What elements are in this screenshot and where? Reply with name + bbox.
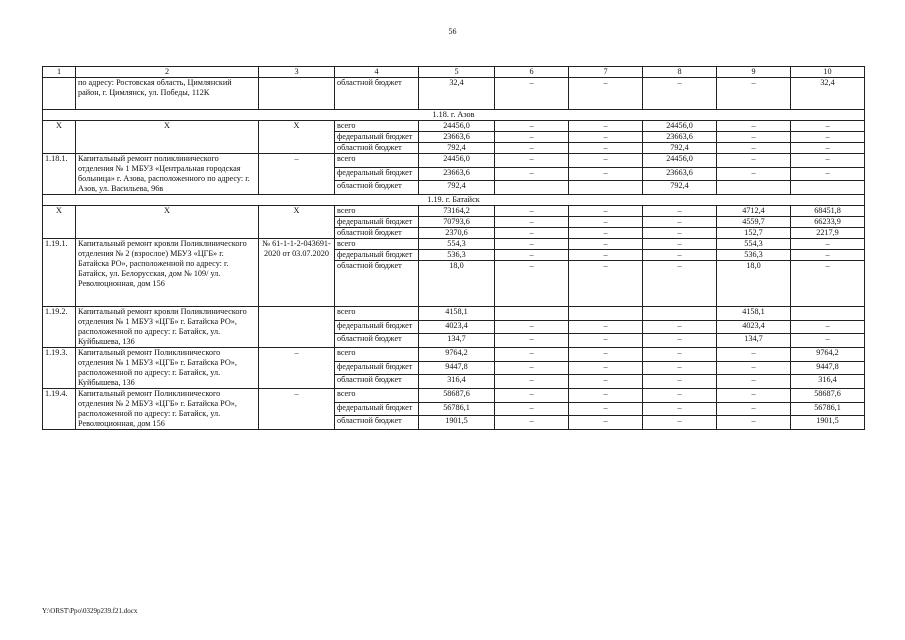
- cell-value: 24456,0: [419, 154, 495, 168]
- cell-dash: –: [569, 239, 643, 250]
- cell-source: всего: [335, 389, 419, 403]
- cell-dash: –: [643, 228, 717, 239]
- cell-value: 56786,1: [791, 402, 865, 416]
- cell-x: Х: [76, 206, 259, 239]
- cell-value: 792,4: [419, 181, 495, 195]
- cell-value: 792,4: [419, 143, 495, 154]
- cell-dash: –: [569, 361, 643, 375]
- cell-dash: –: [791, 154, 865, 168]
- cell-empty: [569, 307, 643, 321]
- cell-dash: –: [495, 217, 569, 228]
- cell-dash: –: [643, 389, 717, 403]
- cell-value: 73164,2: [419, 206, 495, 217]
- cell-dash: –: [495, 167, 569, 181]
- cell-dash: –: [495, 375, 569, 389]
- cell-x: Х: [259, 121, 335, 154]
- col-header-9: 9: [717, 67, 791, 78]
- col-header-3: 3: [259, 67, 335, 78]
- footer-file-path: Y:\ORST\Ppo\0329p239.f21.docx: [42, 607, 138, 615]
- cell-object: по адресу: Ростовская область, Цимлянский район, г. Цимлянск, ул. Победы, 112К: [76, 78, 259, 110]
- cell-dash: –: [791, 320, 865, 334]
- cell-dash: –: [569, 154, 643, 168]
- cell-dash: –: [569, 348, 643, 362]
- cell-dash: –: [643, 361, 717, 375]
- cell-value: 4023,4: [717, 320, 791, 334]
- cell-dash: –: [791, 250, 865, 261]
- cell-num: 1.19.2.: [43, 307, 76, 348]
- cell-source: федеральный бюджет: [335, 217, 419, 228]
- cell-dash: –: [495, 154, 569, 168]
- cell-source: областной бюджет: [335, 261, 419, 307]
- cell-value: 9764,2: [419, 348, 495, 362]
- cell-value: 4712,4: [717, 206, 791, 217]
- cell-value: 134,7: [717, 334, 791, 348]
- cell-value: 24456,0: [643, 121, 717, 132]
- cell-dash: –: [495, 348, 569, 362]
- col-header-1: 1: [43, 67, 76, 78]
- cell-dash: –: [569, 250, 643, 261]
- col-header-7: 7: [569, 67, 643, 78]
- cell-value: 554,3: [419, 239, 495, 250]
- cell-value: 536,3: [717, 250, 791, 261]
- cell-dash: –: [791, 239, 865, 250]
- cell-value: 2370,6: [419, 228, 495, 239]
- cell-value: 66233,9: [791, 217, 865, 228]
- col-header-10: 10: [791, 67, 865, 78]
- cell-value: 23663,6: [643, 167, 717, 181]
- table-row: [43, 307, 865, 321]
- cell-value: 18,0: [717, 261, 791, 307]
- cell-x: Х: [259, 206, 335, 239]
- cell-dash: –: [569, 402, 643, 416]
- cell-dash: –: [569, 416, 643, 430]
- cell-dash: –: [569, 121, 643, 132]
- cell-doc: –: [259, 389, 335, 430]
- cell-dash: –: [495, 250, 569, 261]
- col-header-4: 4: [335, 67, 419, 78]
- cell-dash: –: [495, 228, 569, 239]
- cell-source: областной бюджет: [335, 78, 419, 110]
- cell-value: 24456,0: [419, 121, 495, 132]
- cell-dash: –: [495, 416, 569, 430]
- cell-dash: –: [569, 228, 643, 239]
- financing-table: [42, 66, 865, 430]
- cell-dash: –: [791, 261, 865, 307]
- cell-value: 24456,0: [643, 154, 717, 168]
- col-header-8: 8: [643, 67, 717, 78]
- cell-num: 1.19.4.: [43, 389, 76, 430]
- cell-object: Капитальный ремонт Поликлинического отделения № 2 МБУЗ «ЦГБ» г. Батайска РО», расположенной по адресу: г. Батайск, ул. Революционная, дом 156: [76, 389, 259, 430]
- cell-dash: –: [717, 167, 791, 181]
- cell-value: 316,4: [791, 375, 865, 389]
- cell-num: [43, 78, 76, 110]
- cell-value: 18,0: [419, 261, 495, 307]
- cell-doc: [259, 307, 335, 348]
- cell-value: 134,7: [419, 334, 495, 348]
- cell-source: всего: [335, 348, 419, 362]
- cell-value: 9447,8: [419, 361, 495, 375]
- cell-dash: –: [495, 143, 569, 154]
- cell-source: федеральный бюджет: [335, 361, 419, 375]
- cell-dash: –: [569, 143, 643, 154]
- cell-value: 792,4: [643, 181, 717, 195]
- cell-value: 2217,9: [791, 228, 865, 239]
- cell-value: 152,7: [717, 228, 791, 239]
- cell-object: Капитальный ремонт кровли Поликлинического отделения № 2 (взрослое) МБУЗ «ЦГБ» г. Батайска РО», расположенной по адресу: г. Батайск, ул. Белорусская, дом № 109/ ул. Революционная, дом 156: [76, 239, 259, 307]
- cell-source: областной бюджет: [335, 143, 419, 154]
- cell-dash: –: [495, 206, 569, 217]
- cell-dash: –: [495, 334, 569, 348]
- cell-dash: –: [643, 416, 717, 430]
- cell-dash: –: [717, 416, 791, 430]
- cell-dash: –: [495, 132, 569, 143]
- cell-object: Капитальный ремонт Поликлинического отделения № 1 МБУЗ «ЦГБ» г. Батайска РО», расположенной по адресу: г. Батайск, ул. Куйбышева, 136: [76, 348, 259, 389]
- cell-dash: –: [643, 239, 717, 250]
- cell-dash: –: [717, 402, 791, 416]
- col-header-6: 6: [495, 67, 569, 78]
- cell-source: федеральный бюджет: [335, 250, 419, 261]
- cell-num: 1.19.3.: [43, 348, 76, 389]
- cell-dash: –: [569, 261, 643, 307]
- cell-dash: –: [569, 78, 643, 110]
- cell-source: всего: [335, 206, 419, 217]
- cell-empty: [791, 307, 865, 321]
- cell-dash: –: [643, 348, 717, 362]
- cell-dash: –: [495, 121, 569, 132]
- cell-doc: [259, 78, 335, 110]
- cell-dash: –: [717, 375, 791, 389]
- cell-value: 32,4: [791, 78, 865, 110]
- col-header-2: 2: [76, 67, 259, 78]
- cell-dash: –: [495, 261, 569, 307]
- cell-num: 1.19.1.: [43, 239, 76, 307]
- cell-dash: –: [717, 143, 791, 154]
- cell-dash: –: [569, 334, 643, 348]
- cell-dash: –: [717, 132, 791, 143]
- table-row: [43, 78, 865, 110]
- cell-dash: –: [569, 375, 643, 389]
- cell-object: Капитальный ремонт кровли Поликлинического отделения № 1 МБУЗ «ЦГБ» г. Батайска РО», расположенной по адресу: г. Батайск, ул. Куйбышева, 136: [76, 307, 259, 348]
- cell-value: 23663,6: [643, 132, 717, 143]
- cell-dash: –: [569, 389, 643, 403]
- table-row: [43, 206, 865, 217]
- cell-dash: –: [717, 121, 791, 132]
- cell-value: 58687,6: [419, 389, 495, 403]
- cell-dash: –: [791, 121, 865, 132]
- table-row: [43, 239, 865, 250]
- cell-dash: –: [717, 154, 791, 168]
- cell-dash: –: [791, 167, 865, 181]
- cell-value: 1901,5: [419, 416, 495, 430]
- cell-value: 792,4: [643, 143, 717, 154]
- cell-dash: –: [643, 78, 717, 110]
- cell-value: 4158,1: [419, 307, 495, 321]
- header-row: [43, 67, 865, 78]
- cell-dash: –: [495, 78, 569, 110]
- cell-dash: –: [569, 217, 643, 228]
- cell-source: областной бюджет: [335, 416, 419, 430]
- cell-dash: –: [569, 132, 643, 143]
- cell-dash: –: [717, 78, 791, 110]
- cell-value: 32,4: [419, 78, 495, 110]
- cell-source: всего: [335, 307, 419, 321]
- cell-source: федеральный бюджет: [335, 132, 419, 143]
- cell-source: областной бюджет: [335, 334, 419, 348]
- cell-dash: –: [643, 334, 717, 348]
- cell-source: федеральный бюджет: [335, 402, 419, 416]
- cell-value: 536,3: [419, 250, 495, 261]
- col-header-5: 5: [419, 67, 495, 78]
- cell-dash: –: [717, 361, 791, 375]
- table-row: [43, 154, 865, 168]
- cell-x: Х: [43, 121, 76, 154]
- cell-dash: –: [569, 320, 643, 334]
- cell-value: 554,3: [717, 239, 791, 250]
- table-row: [43, 348, 865, 362]
- cell-empty: [717, 181, 791, 195]
- cell-dash: –: [717, 389, 791, 403]
- cell-value: 9447,8: [791, 361, 865, 375]
- cell-dash: –: [643, 250, 717, 261]
- cell-object: Капитальный ремонт поликлинического отделения № 1 МБУЗ «Центральная городская больница» г. Азова, расположенного по адресу: г. Азов, ул. Васильева, 96в: [76, 154, 259, 195]
- cell-dash: –: [791, 143, 865, 154]
- cell-dash: –: [791, 132, 865, 143]
- cell-empty: [495, 307, 569, 321]
- cell-empty: [495, 181, 569, 195]
- cell-doc: –: [259, 348, 335, 389]
- cell-value: 56786,1: [419, 402, 495, 416]
- cell-value: 4158,1: [717, 307, 791, 321]
- cell-value: 4023,4: [419, 320, 495, 334]
- cell-dash: –: [495, 361, 569, 375]
- table-row: [43, 121, 865, 132]
- cell-source: всего: [335, 239, 419, 250]
- cell-doc: № 61-1-1-2-043691-2020 от 03.07.2020: [259, 239, 335, 307]
- cell-dash: –: [643, 217, 717, 228]
- cell-doc: –: [259, 154, 335, 195]
- cell-source: областной бюджет: [335, 375, 419, 389]
- cell-dash: –: [569, 206, 643, 217]
- cell-dash: –: [643, 320, 717, 334]
- cell-dash: –: [643, 261, 717, 307]
- cell-dash: –: [495, 239, 569, 250]
- cell-value: 23663,6: [419, 167, 495, 181]
- cell-empty: [569, 181, 643, 195]
- cell-value: 9764,2: [791, 348, 865, 362]
- page-number: 56: [448, 27, 457, 36]
- cell-dash: –: [495, 389, 569, 403]
- cell-value: 316,4: [419, 375, 495, 389]
- cell-value: 58687,6: [791, 389, 865, 403]
- cell-num: 1.18.1.: [43, 154, 76, 195]
- table-row: [43, 389, 865, 403]
- cell-source: областной бюджет: [335, 228, 419, 239]
- cell-source: федеральный бюджет: [335, 167, 419, 181]
- cell-empty: [791, 181, 865, 195]
- cell-source: областной бюджет: [335, 181, 419, 195]
- cell-dash: –: [495, 320, 569, 334]
- cell-value: 70793,6: [419, 217, 495, 228]
- section-row: [43, 110, 865, 121]
- cell-dash: –: [569, 167, 643, 181]
- cell-source: федеральный бюджет: [335, 320, 419, 334]
- section-row: [43, 195, 865, 206]
- section-title: 1.18. г. Азов: [43, 110, 865, 121]
- cell-dash: –: [791, 334, 865, 348]
- cell-dash: –: [495, 402, 569, 416]
- cell-value: 4559,7: [717, 217, 791, 228]
- cell-source: всего: [335, 121, 419, 132]
- cell-value: 23663,6: [419, 132, 495, 143]
- cell-dash: –: [717, 348, 791, 362]
- cell-dash: –: [643, 206, 717, 217]
- cell-x: Х: [76, 121, 259, 154]
- cell-dash: –: [643, 375, 717, 389]
- cell-empty: [643, 307, 717, 321]
- section-title: 1.19. г. Батайск: [43, 195, 865, 206]
- cell-value: 68451,8: [791, 206, 865, 217]
- cell-dash: –: [643, 402, 717, 416]
- cell-x: Х: [43, 206, 76, 239]
- cell-source: всего: [335, 154, 419, 168]
- cell-value: 1901,5: [791, 416, 865, 430]
